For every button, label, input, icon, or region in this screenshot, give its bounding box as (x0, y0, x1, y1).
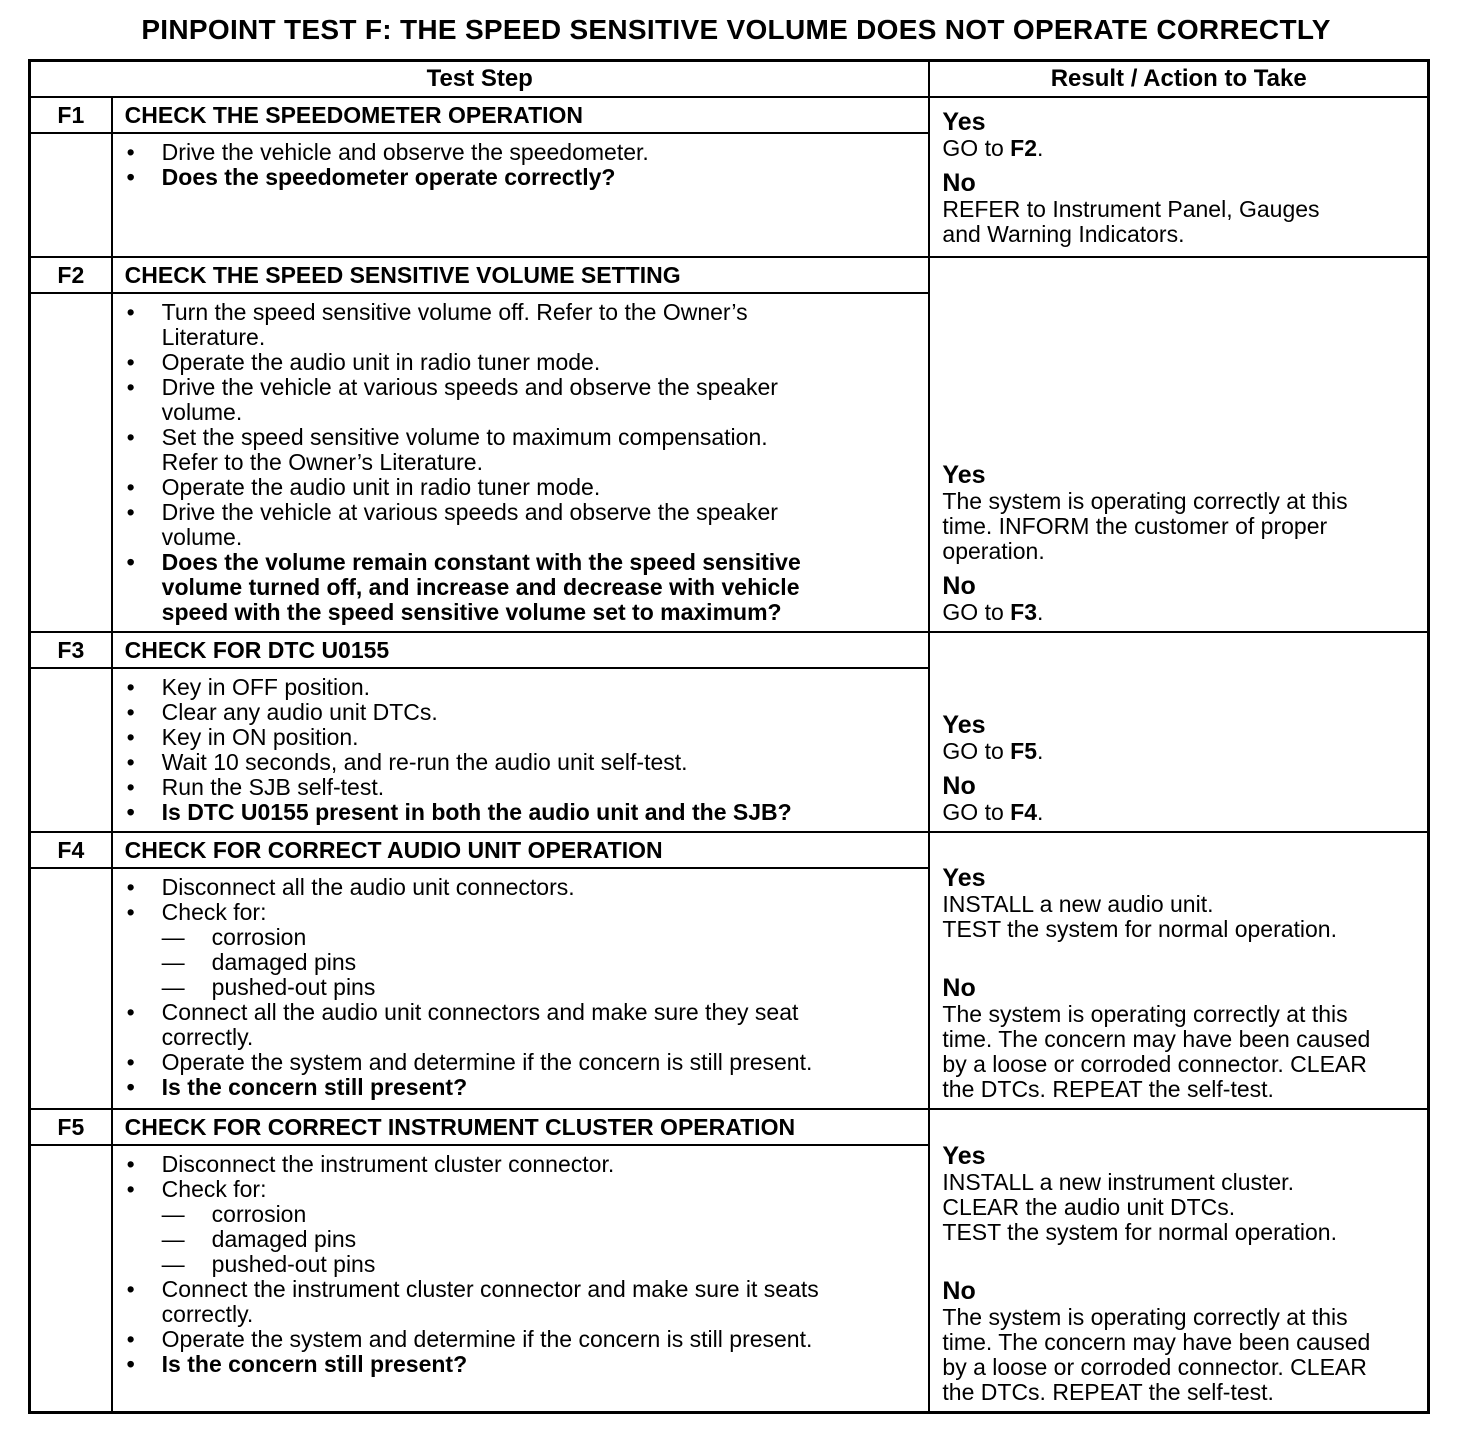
step-header-row (30, 257, 1429, 293)
list-item-cont: volume. (161, 399, 243, 425)
result-cell (929, 832, 1428, 1109)
no-text: the DTCs. REPEAT the self-test. (942, 1076, 1274, 1102)
result-cell (929, 257, 1428, 632)
list-item: • Is the concern still present? (113, 1075, 909, 1100)
list-item: • Key in ON position. (113, 725, 909, 750)
yes-label: Yes (942, 461, 986, 489)
no-text: The system is operating correctly at this (942, 1304, 1348, 1330)
step-heading: CHECK FOR CORRECT AUDIO UNIT OPERATION (112, 832, 930, 868)
list-item-cont: Literature. (161, 324, 266, 350)
pinpoint-test-table (28, 59, 1430, 1414)
step-id-spacer (30, 133, 112, 257)
list-item: • Key in OFF position. (113, 675, 909, 700)
yes-label: Yes (942, 108, 986, 136)
list-item: • Set the speed sensitive volume to maximum compensation. (113, 425, 909, 450)
list-item: • Wait 10 seconds, and re-run the audio unit self-test. (113, 750, 909, 775)
list-item: • Operate the audio unit in radio tuner mode. (113, 475, 909, 500)
list-item: • Clear any audio unit DTCs. (113, 700, 909, 725)
yes-label: Yes (942, 864, 986, 892)
step-id-spacer (30, 1145, 112, 1413)
result-cell (929, 97, 1428, 257)
no-text: time. The concern may have been caused (942, 1026, 1371, 1052)
sub-list-item: — corrosion (113, 1202, 909, 1227)
yes-text: The system is operating correctly at this (942, 488, 1348, 514)
no-text: the DTCs. REPEAT the self-test. (942, 1379, 1274, 1405)
header-test-step: Test Step (30, 61, 930, 98)
list-item: • Operate the system and determine if the concern is still present. (113, 1327, 909, 1352)
step-id-spacer (30, 668, 112, 832)
sub-list-item: — pushed-out pins (113, 975, 909, 1000)
header-result: Result / Action to Take (929, 61, 1428, 98)
list-item-cont: correctly. (161, 1301, 254, 1327)
sub-list-item: — damaged pins (113, 950, 909, 975)
step-header-row (30, 97, 1429, 133)
step-body (112, 1145, 930, 1413)
list-item: • Turn the speed sensitive volume off. Refer to the Owner’s (113, 300, 909, 325)
step-id: F3 (30, 632, 112, 668)
table-header-row (30, 61, 1429, 98)
list-item: • Is DTC U0155 present in both the audio unit and the SJB? (113, 800, 909, 825)
yes-text: INSTALL a new instrument cluster. (942, 1169, 1294, 1195)
step-id-spacer (30, 868, 112, 1109)
yes-text: operation. (942, 538, 1045, 564)
yes-text: GO to F2. (942, 135, 1044, 161)
list-item: • Connect the instrument cluster connector and make sure it seats (113, 1277, 909, 1302)
step-heading: CHECK FOR DTC U0155 (112, 632, 930, 668)
step-id: F5 (30, 1109, 112, 1145)
yes-text: INSTALL a new audio unit. (942, 891, 1214, 917)
list-item: • Check for: (113, 900, 909, 925)
list-item: • Connect all the audio unit connectors and make sure they seat (113, 1000, 909, 1025)
yes-text: GO to F5. (942, 738, 1044, 764)
list-item: • Operate the system and determine if the concern is still present. (113, 1050, 909, 1075)
no-text: by a loose or corroded connector. CLEAR (942, 1051, 1367, 1077)
step-body (112, 868, 930, 1109)
list-item: • Disconnect all the audio unit connectors. (113, 875, 909, 900)
list-item: • Disconnect the instrument cluster connector. (113, 1152, 909, 1177)
result-cell (929, 632, 1428, 832)
list-item: • Drive the vehicle and observe the speedometer. (113, 140, 909, 165)
no-text: The system is operating correctly at this (942, 1001, 1348, 1027)
sub-list-item: — pushed-out pins (113, 1252, 909, 1277)
yes-text: CLEAR the audio unit DTCs. (942, 1194, 1236, 1220)
step-id: F2 (30, 257, 112, 293)
step-heading: CHECK THE SPEEDOMETER OPERATION (112, 97, 930, 133)
step-heading: CHECK FOR CORRECT INSTRUMENT CLUSTER OPERATION (112, 1109, 930, 1145)
sub-list-item: — corrosion (113, 925, 909, 950)
list-item: • Operate the audio unit in radio tuner mode. (113, 350, 909, 375)
list-item: • Drive the vehicle at various speeds and observe the speaker (113, 500, 909, 525)
no-text: REFER to Instrument Panel, Gauges (942, 196, 1320, 222)
yes-text: TEST the system for normal operation. (942, 1219, 1337, 1245)
step-header-row (30, 1109, 1429, 1145)
step-id-spacer (30, 293, 112, 632)
step-body (112, 133, 930, 257)
list-item: • Does the speedometer operate correctly? (113, 165, 909, 190)
yes-label: Yes (942, 1142, 986, 1170)
step-body (112, 293, 930, 632)
no-text: and Warning Indicators. (942, 221, 1185, 247)
no-label: No (942, 169, 976, 197)
no-text: GO to F3. (942, 599, 1044, 625)
step-heading: CHECK THE SPEED SENSITIVE VOLUME SETTING (112, 257, 930, 293)
list-item-cont: speed with the speed sensitive volume set to maximum? (161, 599, 782, 625)
no-label: No (942, 974, 976, 1002)
list-item-cont: volume turned off, and increase and decrease with vehicle (161, 574, 800, 600)
list-item: • Check for: (113, 1177, 909, 1202)
no-label: No (942, 572, 976, 600)
no-text: by a loose or corroded connector. CLEAR (942, 1354, 1367, 1380)
list-item-cont: volume. (161, 524, 243, 550)
step-header-row (30, 832, 1429, 868)
step-header-row (30, 632, 1429, 668)
yes-text: TEST the system for normal operation. (942, 916, 1337, 942)
no-text: GO to F4. (942, 799, 1044, 825)
yes-text: time. INFORM the customer of proper (942, 513, 1328, 539)
step-body (112, 668, 930, 832)
no-label: No (942, 1277, 976, 1305)
no-label: No (942, 772, 976, 800)
page-title: PINPOINT TEST F: THE SPEED SENSITIVE VOLUME DOES NOT OPERATE CORRECTLY (141, 14, 1331, 45)
step-id: F4 (30, 832, 112, 868)
step-id: F1 (30, 97, 112, 133)
list-item: • Drive the vehicle at various speeds and observe the speaker (113, 375, 909, 400)
no-text: time. The concern may have been caused (942, 1329, 1371, 1355)
list-item-cont: correctly. (161, 1024, 254, 1050)
list-item-cont: Refer to the Owner’s Literature. (161, 449, 483, 475)
sub-list-item: — damaged pins (113, 1227, 909, 1252)
list-item: • Does the volume remain constant with the speed sensitive (113, 550, 909, 575)
list-item: • Run the SJB self-test. (113, 775, 909, 800)
list-item: • Is the concern still present? (113, 1352, 909, 1377)
result-cell (929, 1109, 1428, 1413)
yes-label: Yes (942, 711, 986, 739)
